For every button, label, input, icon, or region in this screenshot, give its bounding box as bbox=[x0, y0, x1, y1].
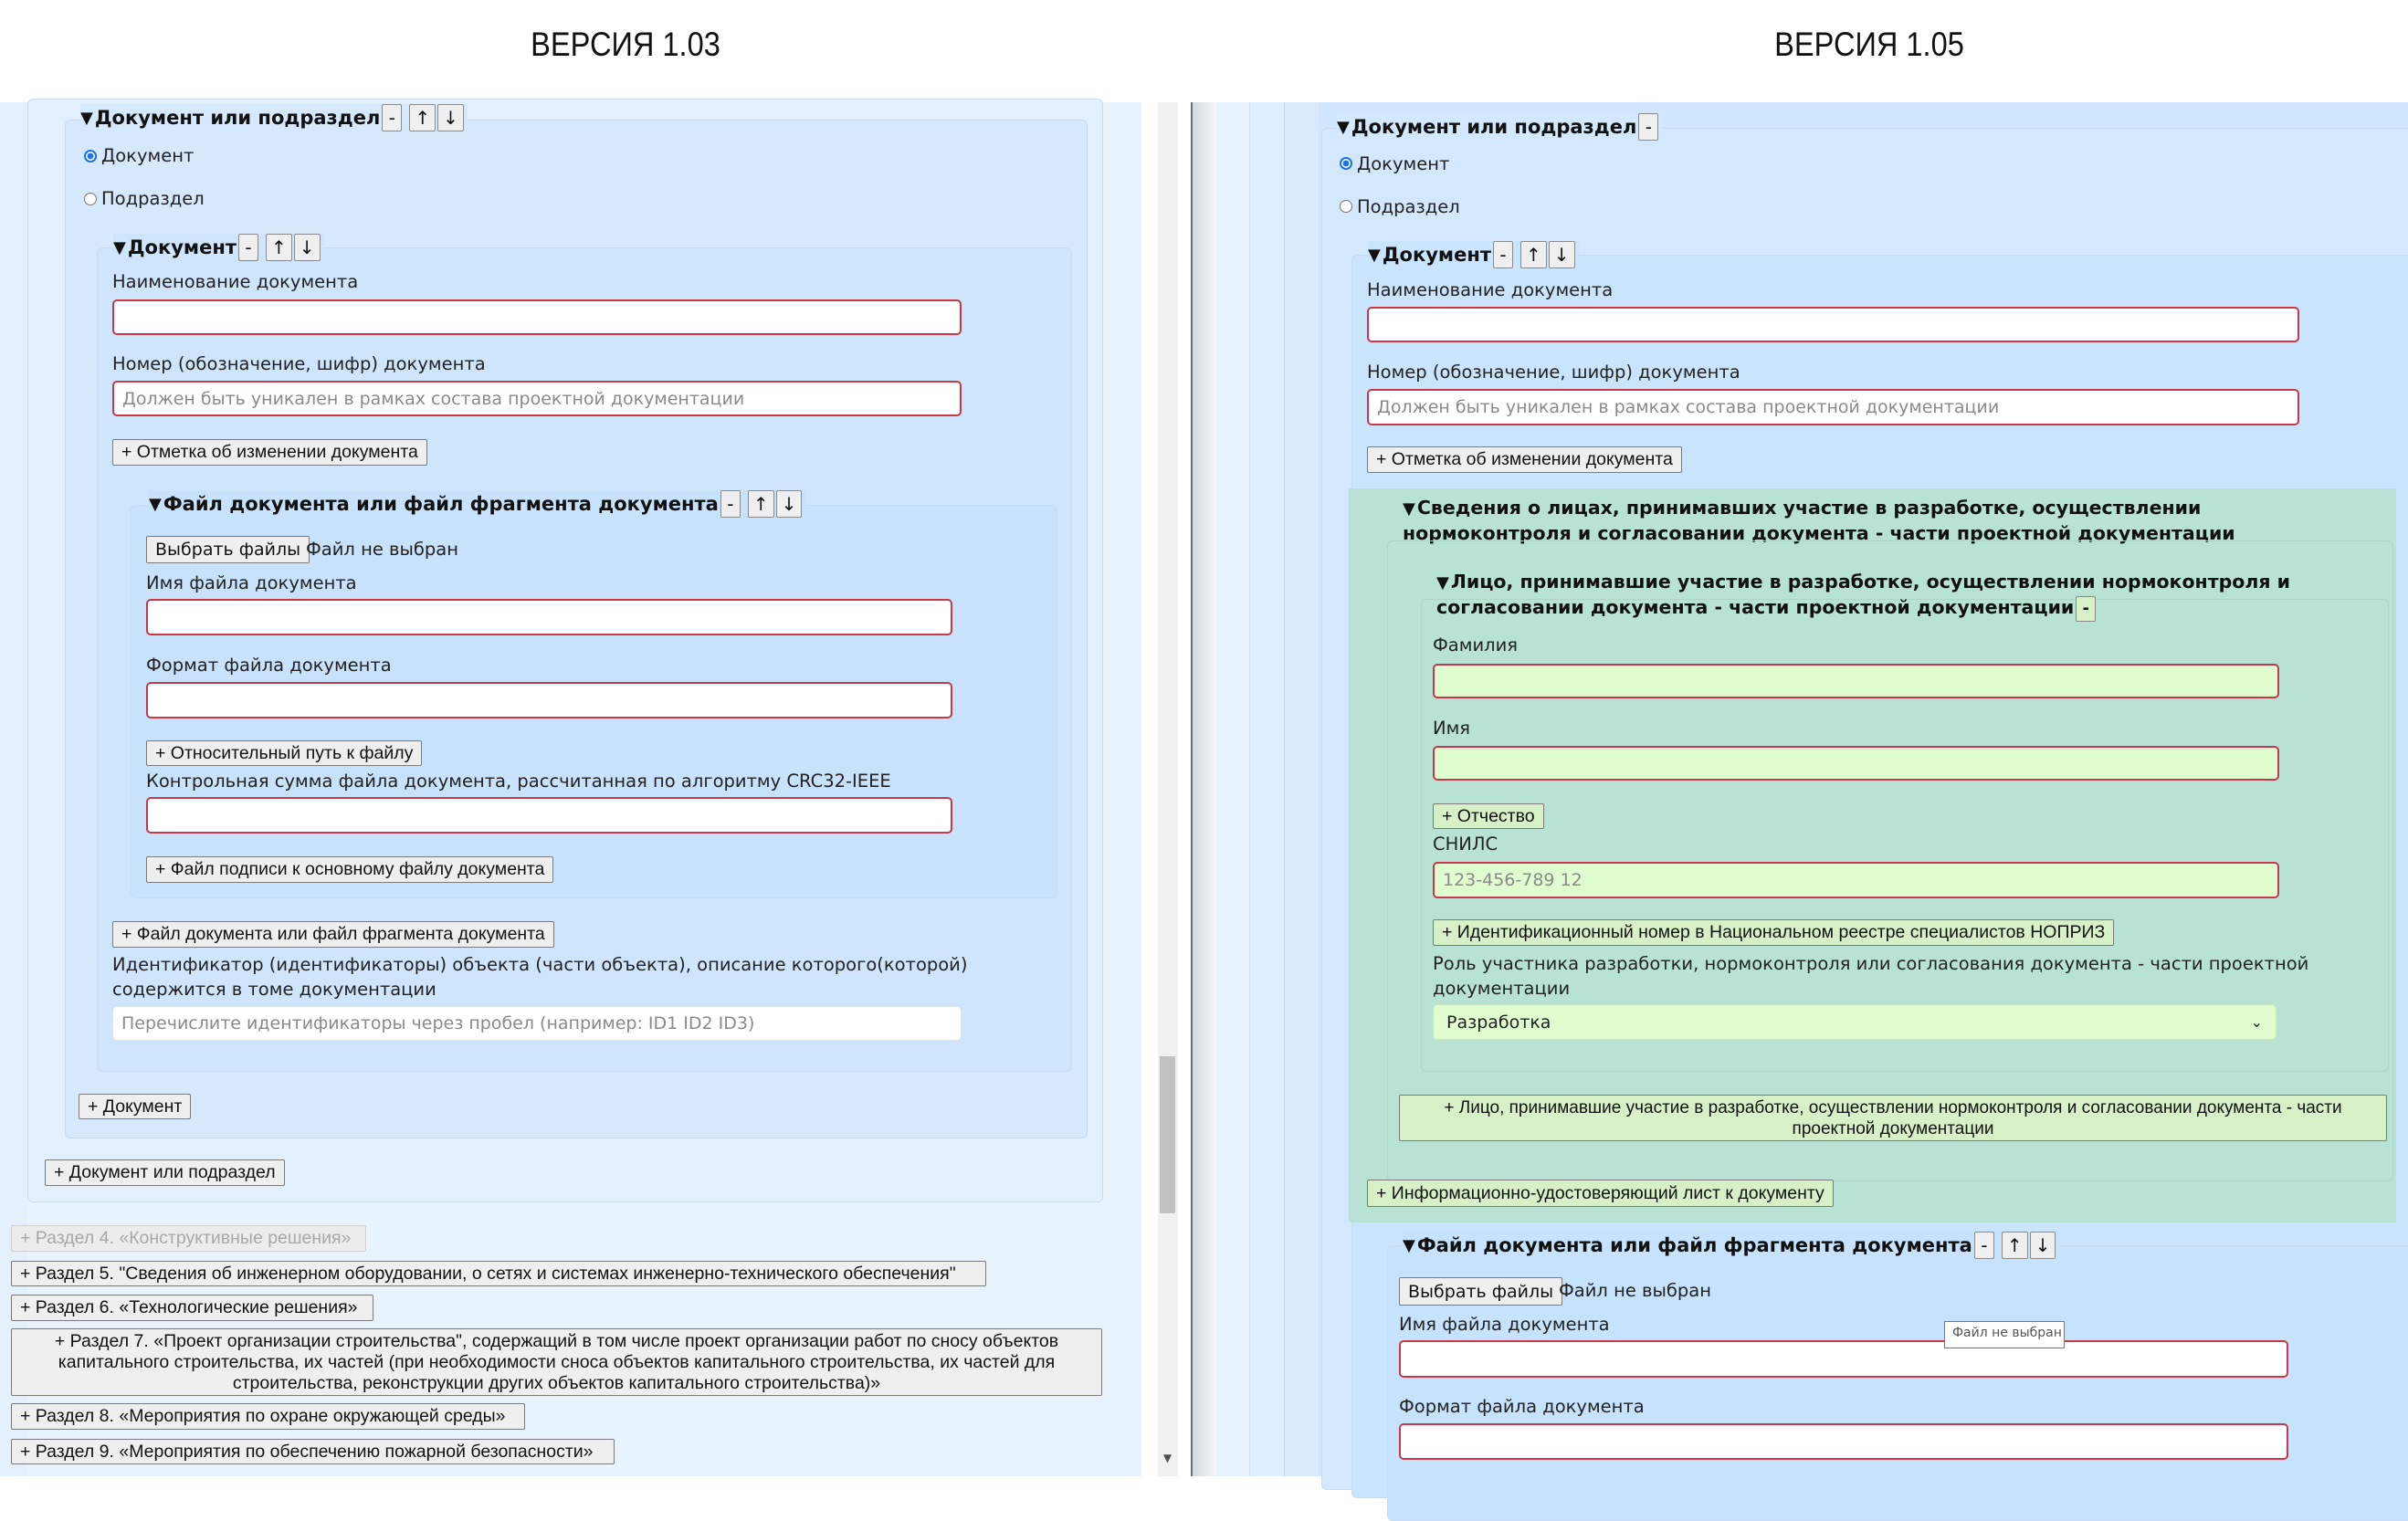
surname-label: Фамилия bbox=[1433, 635, 1518, 656]
no-file-selected-text: Файл не выбран bbox=[306, 539, 459, 560]
document-name-input[interactable] bbox=[1367, 307, 2299, 342]
role-select[interactable] bbox=[1433, 1004, 2277, 1040]
remove-button[interactable]: - bbox=[382, 104, 402, 131]
surname-input[interactable] bbox=[1433, 664, 2279, 698]
move-down-button[interactable]: ↓ bbox=[776, 490, 803, 518]
move-up-button[interactable]: ↑ bbox=[409, 104, 436, 131]
chevron-down-icon: ⌄ bbox=[2250, 1013, 2263, 1031]
move-up-button[interactable]: ↑ bbox=[1520, 241, 1547, 268]
radio-document-label: Документ bbox=[1357, 153, 1450, 174]
snils-label: СНИЛС bbox=[1433, 834, 1498, 855]
collapse-triangle-icon[interactable]: ▼ bbox=[1337, 117, 1350, 137]
collapse-triangle-icon[interactable]: ▼ bbox=[113, 237, 126, 257]
legend-text: Документ bbox=[127, 236, 237, 258]
move-up-button[interactable]: ↑ bbox=[266, 234, 292, 261]
right-nest-stripe bbox=[1249, 102, 1285, 1476]
left-doc-or-subsection-legend[interactable] bbox=[80, 104, 468, 131]
divider-shadow bbox=[1193, 102, 1216, 1476]
identifiers-label: Идентификатор (идентификаторы) объекта (части объекта), описание которого(которой) содержится в томе документации bbox=[112, 954, 968, 1000]
person-legend[interactable] bbox=[1436, 570, 2368, 622]
file-format-input[interactable] bbox=[146, 682, 952, 719]
add-change-mark-button[interactable]: + Отметка об изменении документа bbox=[112, 439, 427, 466]
add-change-mark-button[interactable]: + Отметка об изменении документа bbox=[1367, 446, 1682, 473]
remove-button[interactable]: - bbox=[1493, 241, 1513, 268]
right-doc-or-subsection-legend[interactable] bbox=[1337, 113, 1662, 141]
section-6-button[interactable]: + Раздел 6. «Технологические решения» bbox=[11, 1295, 373, 1321]
left-document-legend[interactable] bbox=[113, 234, 324, 261]
add-person-button[interactable]: + Лицо, принимавшие участие в разработке, осуществлении нормоконтроля и согласовании документа - части проектной документации bbox=[1399, 1095, 2387, 1141]
collapse-triangle-icon[interactable]: ▼ bbox=[1403, 499, 1415, 519]
snils-input[interactable]: 123-456-789 12 bbox=[1433, 862, 2279, 898]
file-name-input[interactable] bbox=[1399, 1340, 2288, 1378]
remove-button[interactable]: - bbox=[2076, 596, 2096, 622]
collapse-triangle-icon[interactable]: ▼ bbox=[1403, 1235, 1415, 1255]
remove-button[interactable]: - bbox=[1974, 1232, 1994, 1259]
section-8-button[interactable]: + Раздел 8. «Мероприятия по охране окружающей среды» bbox=[11, 1403, 525, 1430]
document-number-input[interactable]: Должен быть уникален в рамках состава проектной документации bbox=[1367, 389, 2299, 425]
document-name-label: Наименование документа bbox=[112, 271, 359, 292]
radio-document-label: Документ bbox=[101, 145, 195, 166]
add-nopriz-id-button[interactable]: + Идентификационный номер в Национальном реестре специалистов НОПРИЗ bbox=[1433, 919, 2114, 946]
radio-subsection[interactable] bbox=[84, 193, 97, 205]
radio-subsection-label: Подраздел bbox=[101, 188, 205, 209]
legend-text: Лицо, принимавшие участие в разработке, осуществлении нормоконтроля и согласовании документа - части проектной документации bbox=[1436, 571, 2291, 618]
move-down-button[interactable]: ↓ bbox=[294, 234, 321, 261]
add-doc-or-subsection-button[interactable]: + Документ или подраздел bbox=[45, 1159, 285, 1186]
collapse-triangle-icon[interactable]: ▼ bbox=[149, 494, 162, 514]
add-document-button[interactable]: + Документ bbox=[79, 1094, 191, 1119]
document-number-label: Номер (обозначение, шифр) документа bbox=[112, 353, 486, 374]
file-name-label: Имя файла документа bbox=[146, 572, 357, 593]
file-name-label: Имя файла документа bbox=[1399, 1314, 1610, 1335]
right-nest-stripe bbox=[1284, 102, 1319, 1476]
first-name-input[interactable] bbox=[1433, 746, 2279, 781]
right-nest-stripe bbox=[1216, 102, 1249, 1476]
add-patronymic-button[interactable]: + Отчество bbox=[1433, 803, 1544, 829]
file-tooltip: Файл не выбран bbox=[1944, 1321, 2065, 1348]
legend-text: Сведения о лицах, принимавших участие в разработке, осуществлении нормоконтроля и согласовании документа - части проектной документации bbox=[1403, 497, 2235, 544]
add-info-sheet-button[interactable]: + Информационно-удостоверяющий лист к документу bbox=[1367, 1180, 1834, 1207]
left-scrollbar-track[interactable] bbox=[1158, 102, 1178, 1476]
add-relative-path-button[interactable]: + Относительный путь к файлу bbox=[146, 740, 422, 766]
left-file-legend[interactable] bbox=[149, 490, 805, 518]
checksum-input[interactable] bbox=[146, 797, 952, 834]
remove-button[interactable]: - bbox=[238, 234, 258, 261]
legend-text: Файл документа или файл фрагмента документа bbox=[1416, 1234, 1972, 1256]
document-name-input[interactable] bbox=[112, 299, 962, 335]
legend-text: Документ bbox=[1382, 244, 1492, 266]
choose-files-button[interactable]: Выбрать файлы bbox=[1399, 1277, 1562, 1306]
collapse-triangle-icon[interactable]: ▼ bbox=[80, 108, 93, 128]
file-name-input[interactable] bbox=[146, 599, 952, 635]
first-name-label: Имя bbox=[1433, 718, 1471, 739]
document-number-label: Номер (обозначение, шифр) документа bbox=[1367, 362, 1740, 383]
right-file-legend[interactable] bbox=[1403, 1232, 2059, 1259]
file-format-label: Формат файла документа bbox=[146, 655, 392, 676]
left-version-title: ВЕРСИЯ 1.03 bbox=[531, 26, 720, 63]
legend-text: Документ или подраздел bbox=[1351, 116, 1637, 138]
role-select-value: Разработка bbox=[1446, 1012, 1551, 1033]
no-file-selected-text: Файл не выбран bbox=[1559, 1280, 1712, 1301]
collapse-triangle-icon[interactable]: ▼ bbox=[1368, 245, 1381, 265]
participants-legend[interactable] bbox=[1403, 496, 2316, 546]
legend-text: Документ или подраздел bbox=[94, 107, 381, 129]
section-7-button[interactable]: + Раздел 7. «Проект организации строительства", содержащий в том числе проект организации работ по сносу объектов капитального строительства, их частей (при необходимости сноса объектов капитального строительства, их частей для строительства, реконструкции других объектов капитального строительства)» bbox=[11, 1328, 1102, 1396]
add-signature-file-button[interactable]: + Файл подписи к основному файлу документа bbox=[146, 856, 553, 883]
right-version-title: ВЕРСИЯ 1.05 bbox=[1774, 26, 1964, 63]
identifiers-input[interactable]: Перечислите идентификаторы через пробел (например: ID1 ID2 ID3) bbox=[112, 1006, 962, 1041]
move-down-button[interactable]: ↓ bbox=[2030, 1232, 2056, 1259]
role-label: Роль участника разработки, нормоконтроля или согласования документа - части проектной документации bbox=[1433, 953, 2309, 999]
legend-text: Файл документа или файл фрагмента документа bbox=[163, 493, 719, 515]
collapse-triangle-icon[interactable]: ▼ bbox=[1436, 573, 1449, 593]
move-up-button[interactable]: ↑ bbox=[748, 490, 774, 518]
choose-files-button[interactable]: Выбрать файлы bbox=[146, 536, 310, 563]
move-down-button[interactable]: ↓ bbox=[1549, 241, 1575, 268]
remove-button[interactable]: - bbox=[1638, 113, 1658, 141]
document-name-label: Наименование документа bbox=[1367, 279, 1614, 300]
scroll-down-arrow-icon[interactable]: ▼ bbox=[1162, 1452, 1172, 1464]
section-4-button[interactable]: + Раздел 4. «Конструктивные решения» bbox=[11, 1225, 366, 1252]
file-format-label: Формат файла документа bbox=[1399, 1396, 1645, 1417]
move-down-button[interactable]: ↓ bbox=[437, 104, 464, 131]
radio-subsection[interactable] bbox=[1340, 200, 1352, 213]
add-file-button[interactable]: + Файл документа или файл фрагмента документа bbox=[112, 921, 554, 948]
file-format-input[interactable] bbox=[1399, 1423, 2288, 1460]
remove-button[interactable]: - bbox=[720, 490, 741, 518]
left-scrollbar-thumb[interactable] bbox=[1160, 1056, 1175, 1213]
document-number-input[interactable]: Должен быть уникален в рамках состава проектной документации bbox=[112, 381, 962, 416]
right-document-legend[interactable] bbox=[1368, 241, 1579, 268]
radio-subsection-label: Подраздел bbox=[1357, 196, 1460, 217]
move-up-button[interactable]: ↑ bbox=[2002, 1232, 2028, 1259]
section-9-button[interactable]: + Раздел 9. «Мероприятия по обеспечению пожарной безопасности» bbox=[11, 1439, 615, 1464]
checksum-label: Контрольная сумма файла документа, рассчитанная по алгоритму CRC32-IEEE bbox=[146, 771, 891, 792]
radio-document[interactable] bbox=[84, 150, 97, 163]
radio-document[interactable] bbox=[1340, 157, 1352, 170]
section-5-button[interactable]: + Раздел 5. "Сведения об инженерном оборудовании, о сетях и системах инженерно-технического обеспечения" bbox=[11, 1261, 986, 1286]
